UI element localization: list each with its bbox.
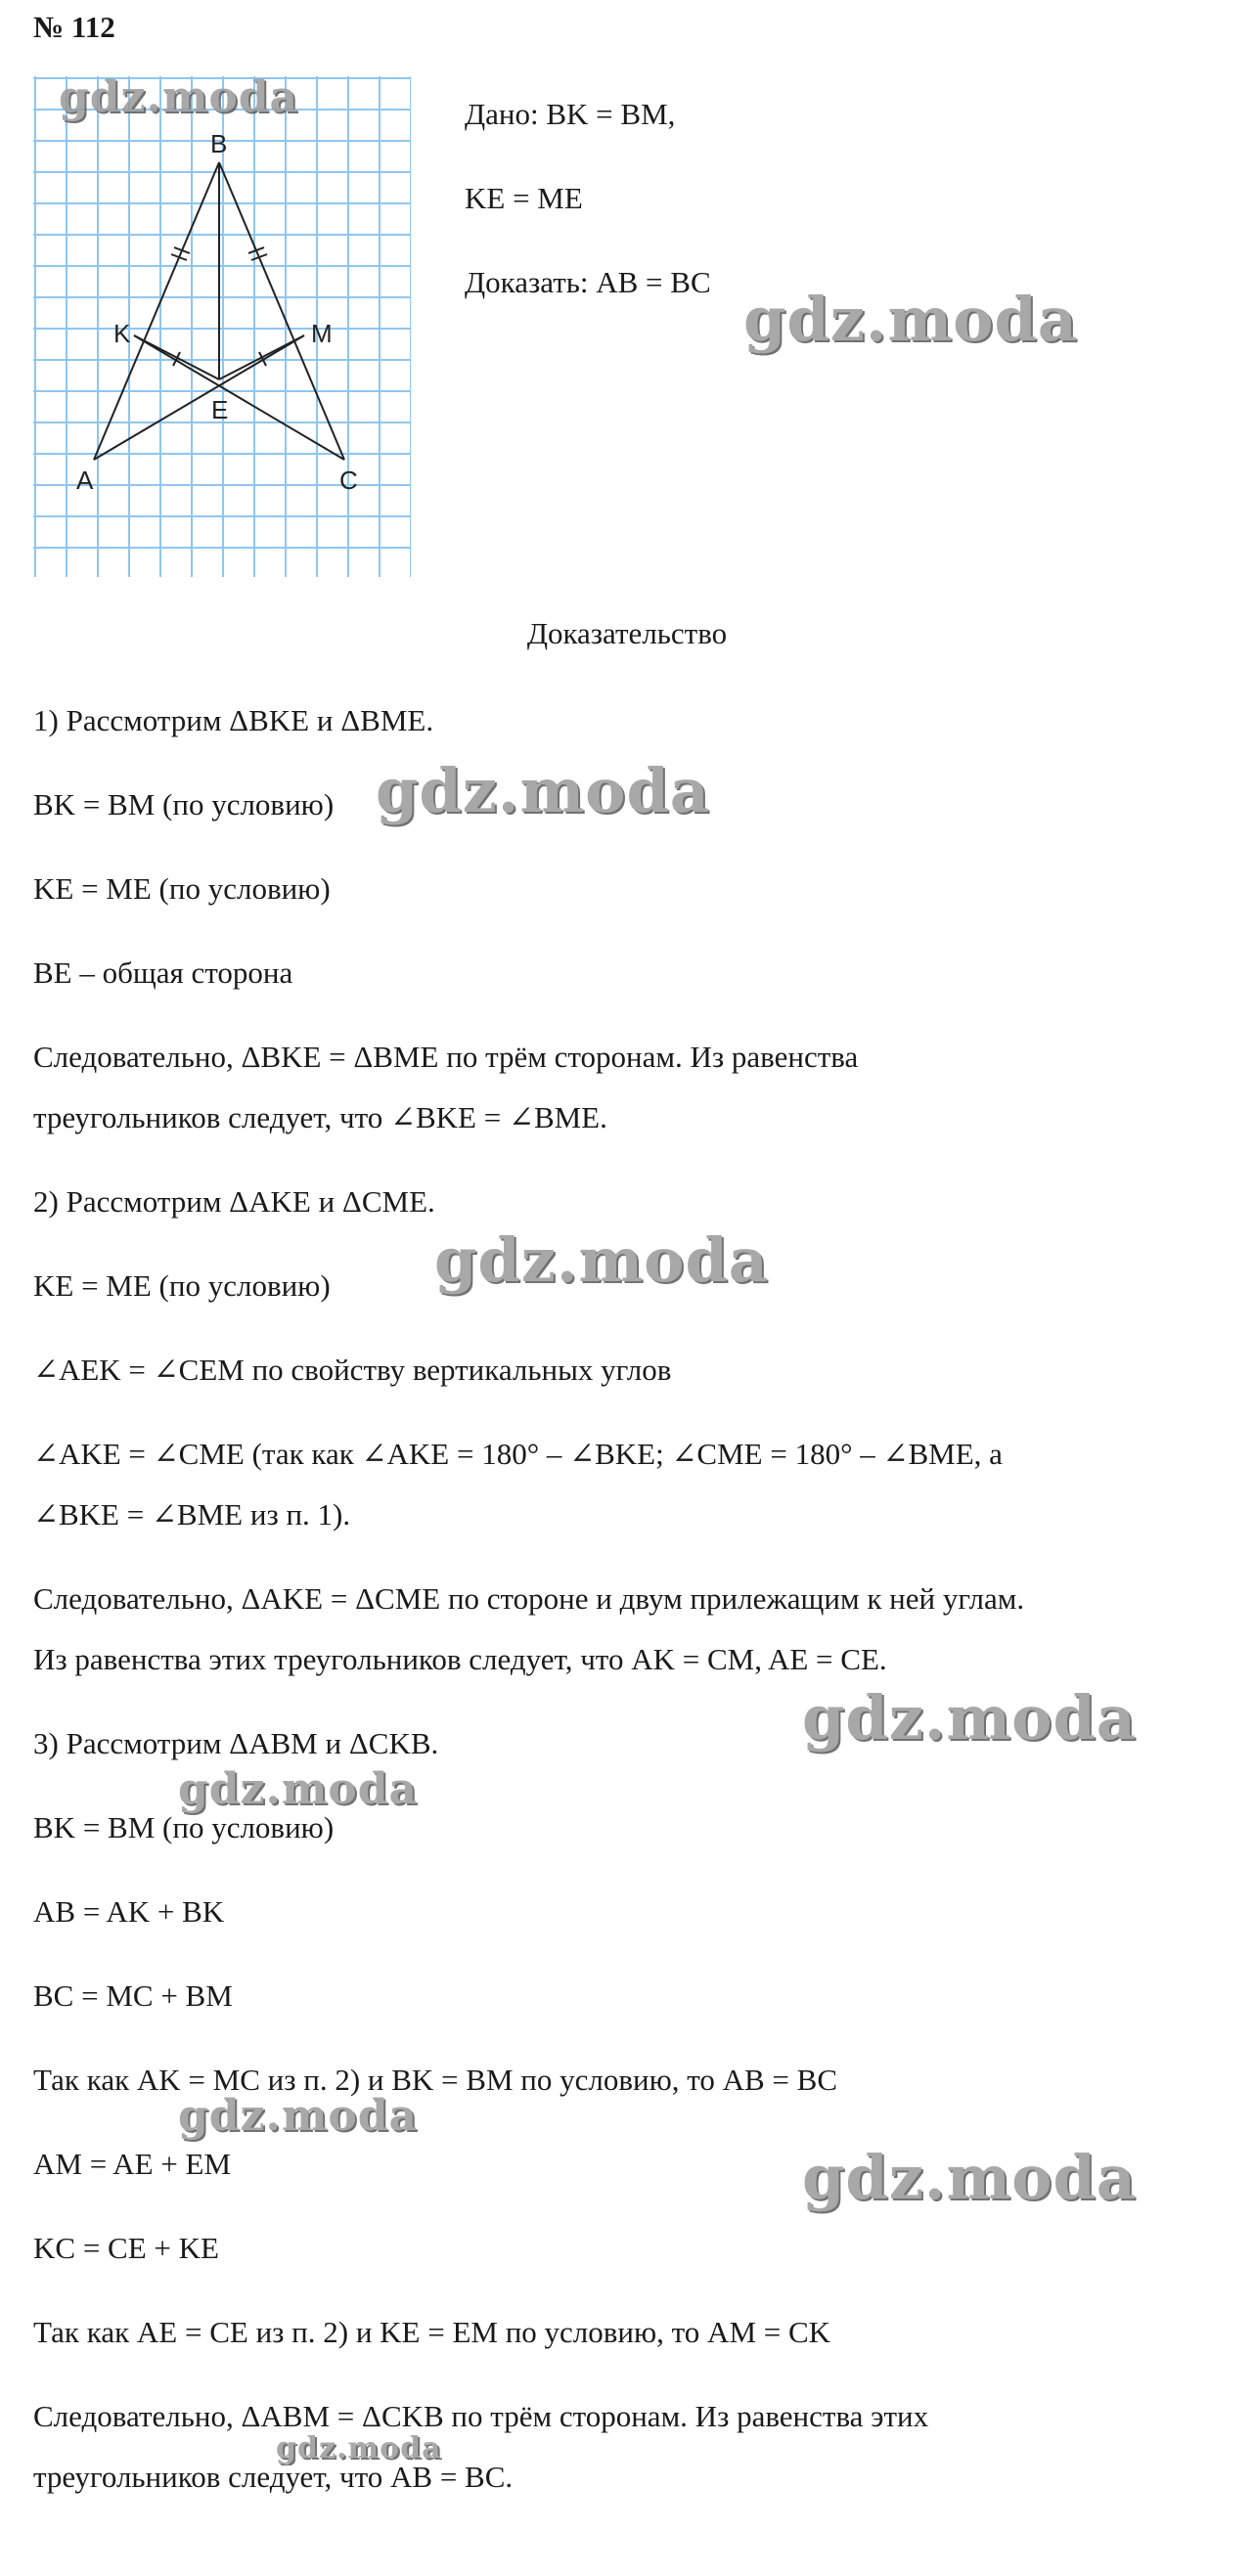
step1-title: 1) Рассмотрим ΔBKE и ΔBME. — [33, 703, 434, 737]
step3-line-4: Так как AK = MC из п. 2) и BK = BM по условию, то AB = BC — [33, 2063, 838, 2097]
given-line-1: Дано: BK = BM, — [465, 97, 676, 131]
step3-line-3: BC = MC + BM — [33, 1978, 233, 2013]
watermark: gdz.moda — [802, 2142, 1137, 2213]
step2-conclusion-1: Следовательно, ΔAKE = ΔCME по стороне и двум прилежащим к ней углам. — [33, 1581, 1025, 1616]
problem-number: № 112 — [33, 10, 115, 44]
label-a: A — [76, 466, 94, 495]
step2-line-3: ∠AKE = ∠CME (так как ∠AKE = 180° – ∠BKE; ∠CME = 180° – ∠BME, а — [33, 1437, 1003, 1471]
step3-title: 3) Рассмотрим ΔABM и ΔCKB. — [33, 1726, 439, 1760]
label-b: B — [210, 129, 228, 158]
step1-line-3: BE – общая сторона — [33, 955, 293, 990]
step2-line-2: ∠AEK = ∠CEM по свойству вертикальных углов — [33, 1353, 672, 1387]
segment-ae-extension — [94, 335, 304, 460]
step3-line-7: Так как AE = CE из п. 2) и KE = EM по условию, то AM = CK — [33, 2315, 831, 2349]
step3-line-2: AB = AK + BK — [33, 1894, 225, 1929]
step3-line-6: KC = CE + KE — [33, 2231, 219, 2265]
label-k: K — [113, 319, 131, 348]
label-c: C — [339, 466, 358, 495]
given-line-2: KE = ME — [465, 181, 583, 215]
step3-line-1: BK = BM (по условию) — [33, 1810, 335, 1844]
side-bc — [219, 162, 344, 460]
step1-line-1: BK = BM (по условию) — [33, 787, 335, 822]
step1-conclusion-1: Следовательно, ΔBKE = ΔBME по трём сторонам. Из равенства — [33, 1040, 859, 1074]
step1-line-2: KE = ME (по условию) — [33, 871, 331, 906]
step1-conclusion-2: треугольников следует, что ∠BKE = ∠BME. — [33, 1100, 607, 1134]
watermark: gdz.moda — [178, 2091, 419, 2141]
step3-line-5: AM = AE + EM — [33, 2147, 232, 2181]
label-m: M — [311, 319, 333, 348]
watermark: gdz.moda — [59, 72, 299, 122]
proof-heading: Доказательство — [526, 616, 728, 650]
watermark: gdz.moda — [376, 755, 710, 826]
step2-conclusion-2: Из равенства этих треугольников следует, что AK = CM, AE = CE. — [33, 1642, 887, 1676]
step3-conclusion-2: треугольников следует, что AB = BC. — [33, 2460, 514, 2494]
label-e: E — [211, 395, 229, 424]
step3-conclusion-1: Следовательно, ΔABM = ΔCKB по трём сторонам. Из равенства этих — [33, 2399, 929, 2433]
step2-line-1: KE = ME (по условию) — [33, 1268, 331, 1303]
watermark: gdz.moda — [178, 1764, 419, 1814]
step2-title: 2) Рассмотрим ΔAKE и ΔCME. — [33, 1184, 435, 1219]
watermark: gdz.moda — [743, 284, 1078, 355]
step2-line-4: ∠BKE = ∠BME из п. 1). — [33, 1497, 351, 1532]
triangle-figure — [33, 76, 411, 577]
watermark: gdz.moda — [276, 2431, 442, 2465]
side-ab — [94, 162, 219, 460]
watermark: gdz.moda — [434, 1224, 769, 1296]
segment-ce-extension — [134, 335, 344, 460]
prove-line: Доказать: AB = BC — [465, 265, 711, 299]
watermark: gdz.moda — [802, 1682, 1137, 1754]
